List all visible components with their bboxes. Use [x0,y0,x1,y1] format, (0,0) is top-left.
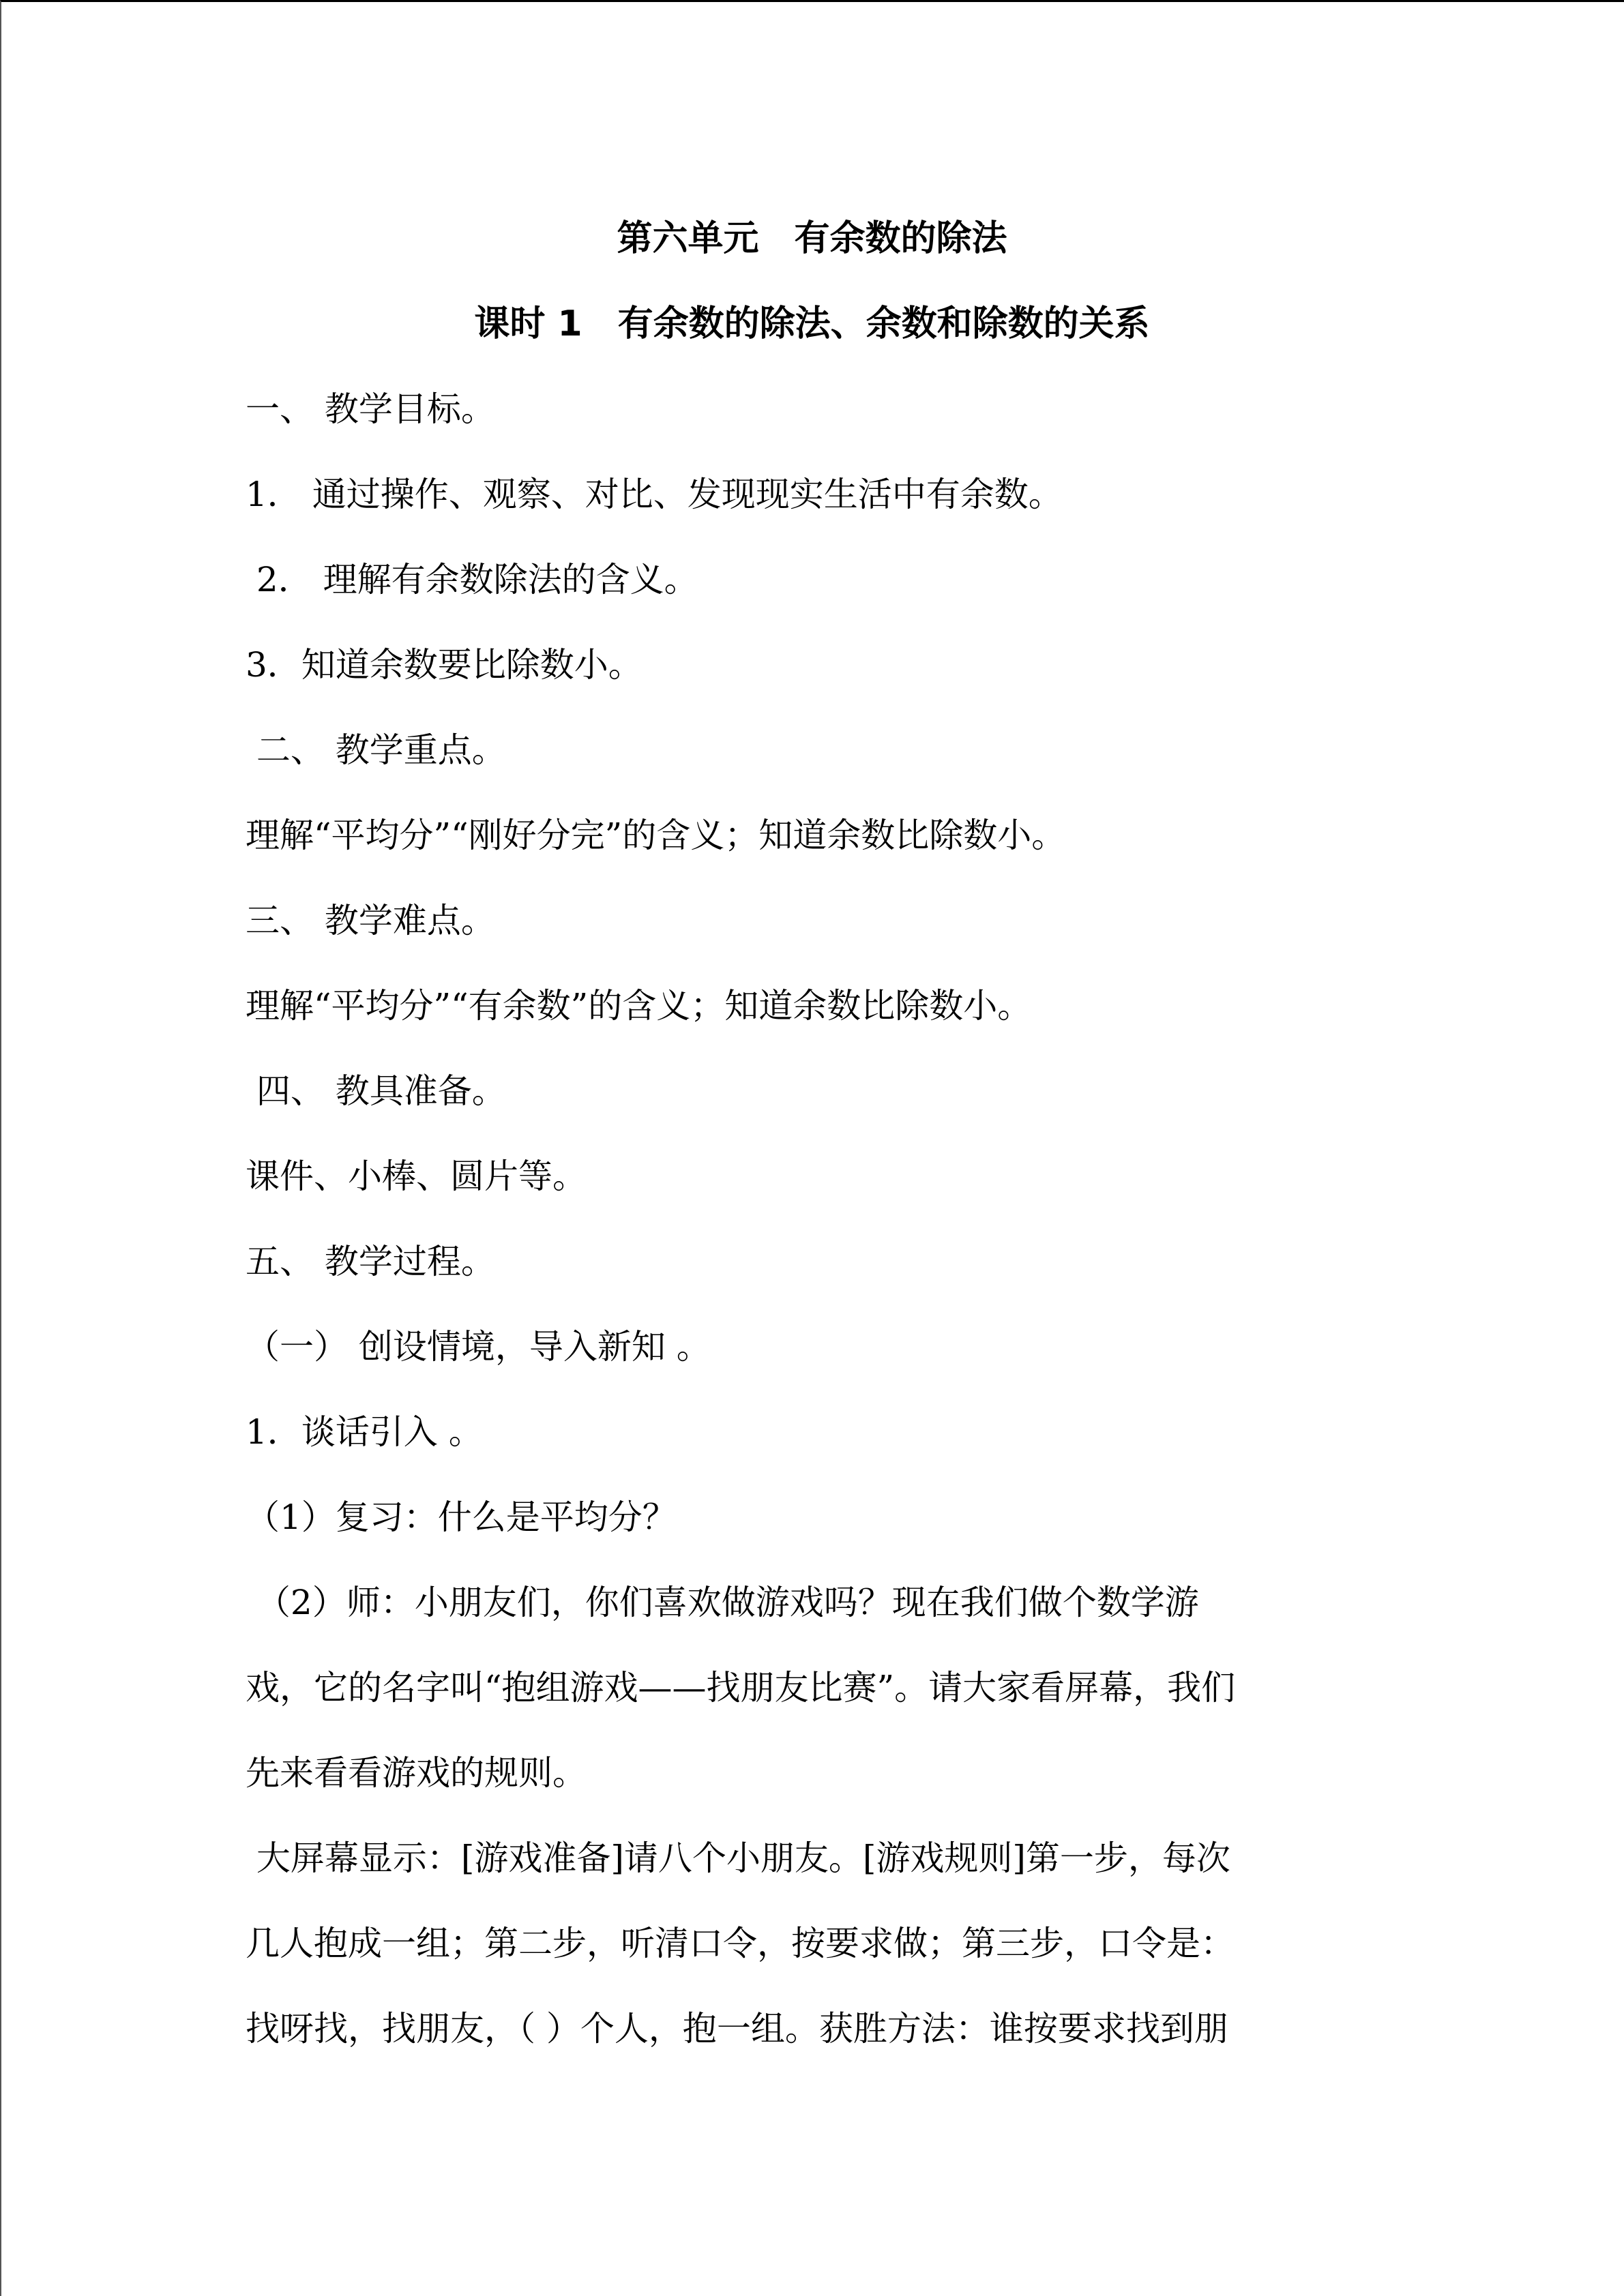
paragraph-line: （1）复习：什么是平均分？ [246,1497,677,1537]
paragraph-line: 1．谈话引入 。 [246,1412,483,1452]
paragraph-line: 课件、小棒、圆片等。 [246,1157,587,1196]
section-heading-key-points: 二、 教学重点。 [246,730,506,770]
paragraph-line: 2． 理解有余数除法的含义。 [246,560,698,599]
document-subtitle: 课时 1 有余数的除法、余数和除数的关系 [474,303,1150,344]
paragraph-line: 几人抱成一组；第二步，听清口令，按要求做；第三步，口令是： [246,1924,1235,1963]
paragraph-line: 找呀找，找朋友，（ ）个人，抱一组。获胜方法：谁按要求找到朋 [246,2009,1228,2048]
paragraph-line: 理解“平均分”“刚好分完”的含义；知道余数比除数小。 [246,816,1066,855]
paragraph-line: （2）师：小朋友们，你们喜欢做游戏吗？现在我们做个数学游 [246,1583,1199,1622]
document-title: 第六单元 有余数的除法 [617,218,1007,259]
paragraph-line: 戏，它的名字叫“抱组游戏——找朋友比赛”。请大家看屏幕，我们 [246,1668,1236,1708]
section-heading-materials: 四、 教具准备。 [246,1071,506,1111]
subsection-heading: （一） 创设情境，导入新知 。 [246,1327,711,1367]
section-heading-process: 五、 教学过程。 [246,1242,495,1281]
paragraph-line: 1． 通过操作、观察、对比、发现现实生活中有余数。 [246,475,1063,514]
section-heading-objectives: 一、 教学目标。 [246,389,495,429]
section-heading-difficulties: 三、 教学难点。 [246,901,495,940]
paragraph-line: 理解“平均分”“有余数”的含义；知道余数比除数小。 [246,986,1032,1026]
paragraph-line: 3．知道余数要比除数小。 [246,645,643,685]
paragraph-line: 大屏幕显示：[游戏准备]请八个小朋友。[游戏规则]第一步，每次 [246,1838,1230,1878]
paragraph-line: 先来看看游戏的规则。 [246,1753,587,1793]
